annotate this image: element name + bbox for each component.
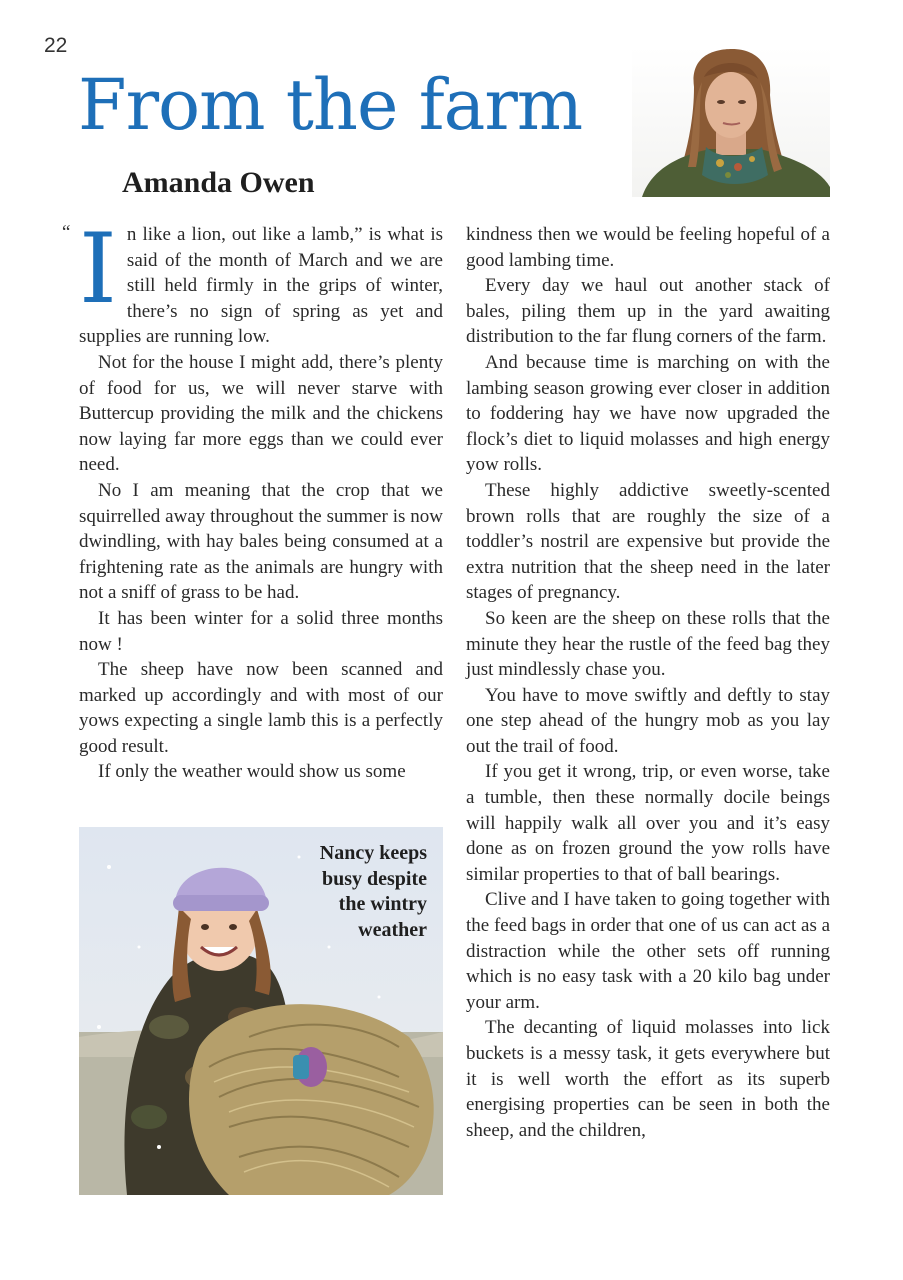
paragraph: And because time is marching on with the lambing season growing ever closer in addition to foddering hay we have now upgraded the flock’s diet to liquid molasses and high energy yow rolls. — [466, 351, 830, 476]
headline: From the farm — [78, 64, 583, 146]
photo-caption — [320, 841, 427, 943]
paragraph: You have to move swiftly and deftly to stay one step ahead of the hungry mob as you lay out the trail of food. — [466, 684, 830, 757]
drop-cap: I — [79, 213, 117, 325]
paragraph: If you get it wrong, trip, or even worse, take a tumble, then these normally docile beings will happily walk all over you and it’s easy done as on frozen ground the yow rolls have similar properties to that of ball bearings. — [466, 761, 830, 885]
caption-line: Nancy keeps — [319, 842, 427, 864]
caption-line: busy despite — [321, 867, 427, 890]
paragraph: Every day we haul out another stack of bales, piling them up in the yard awaiting distribution to the far flung corners of the farm. — [466, 275, 830, 348]
paragraph: It has been winter for a solid three months now ! — [79, 607, 443, 655]
paragraph: These highly addictive sweetly-scented brown rolls that are roughly the size of a toddler’s nostril are expensive but provide the extra nutrition that the sheep need in the later stages of pregnancy. — [466, 479, 830, 604]
child-hay-photo — [79, 827, 443, 1195]
intro-paragraph — [62, 213, 443, 350]
article-column-left — [62, 213, 443, 785]
opening-quote-mark: “ — [62, 222, 71, 243]
paragraph: The sheep have now been scanned and marked up accordingly and with most of our yows expecting a single lamb this is a perfectly good result. — [79, 659, 443, 757]
article-column-right — [466, 222, 830, 1143]
author-portrait-illustration — [632, 47, 830, 197]
paragraph: If only the weather would show us some — [98, 761, 406, 783]
page-number: 22 — [44, 34, 68, 57]
caption-line: the wintry — [338, 893, 427, 915]
caption-line: weather — [358, 918, 427, 941]
byline: Amanda Owen — [122, 166, 315, 199]
paragraph: Clive and I have taken to going together with the feed bags in order that one of us can act as a distraction while the other sets off running which is no easy task with a 20 kilo bag under your arm. — [466, 889, 831, 1013]
paragraph: Not for the house I might add, there’s plenty of food for us, we will never starve with Buttercup providing the milk and the chickens now laying far more eggs than we could ever need. — [79, 351, 443, 476]
intro-text: n like a lion, out like a lamb,” is what is said of the month of March and we are still held firmly in the grips of winter, there’s no sign of spring as yet and supplies are running low. — [79, 224, 443, 348]
paragraph: The decanting of liquid molasses into lick buckets is a messy task, it gets everywhere but it is well worth the effort as its superb energising properties can be seen in both the sheep, and the children, — [466, 1017, 830, 1141]
paragraph: No I am meaning that the crop that we squirrelled away throughout the summer is now dwindling, with hay bales being consumed at a frightening rate as the animals are hungry with not a sniff of grass to be had. — [79, 479, 443, 604]
paragraph: So keen are the sheep on these rolls that the minute they hear the rustle of the feed bag they just mindlessly chase you. — [466, 607, 830, 681]
author-photo — [632, 47, 830, 197]
continued-paragraph: kindness then we would be feeling hopeful of a good lambing time. — [466, 224, 830, 271]
